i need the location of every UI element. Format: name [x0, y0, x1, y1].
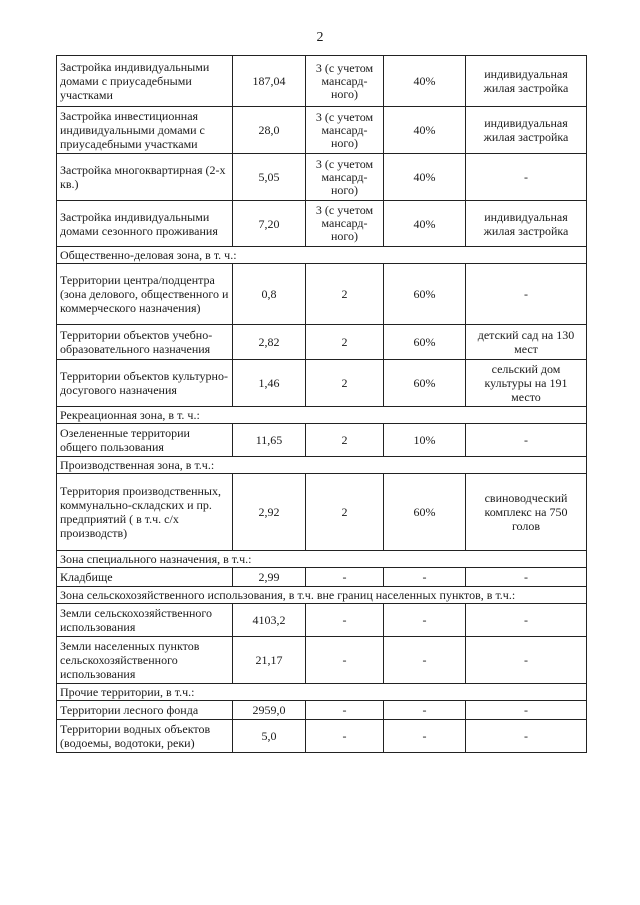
- percent-cell: 60%: [384, 360, 466, 407]
- floors-cell: 3 (с учетом мансард-ного): [306, 154, 384, 201]
- percent-cell: 60%: [384, 325, 466, 360]
- area-cell: 21,17: [233, 637, 306, 684]
- table-row: [57, 568, 587, 587]
- percent-cell: 40%: [384, 201, 466, 247]
- table-row: [57, 424, 587, 457]
- table-row: [57, 720, 587, 753]
- percent-cell: 60%: [384, 264, 466, 325]
- section-row: [57, 407, 587, 424]
- note-cell: индивидуальная жилая застройка: [466, 201, 587, 247]
- section-title: Производственная зона, в т.ч.:: [57, 457, 587, 474]
- section-row: [57, 457, 587, 474]
- note-cell: -: [466, 264, 587, 325]
- zone-name-cell: Территории лесного фонда: [57, 701, 233, 720]
- land-use-table: [56, 55, 587, 753]
- table-row: [57, 201, 587, 247]
- floors-cell: -: [306, 604, 384, 637]
- zone-name-cell: Территории объектов учебно-образовательного назначения: [57, 325, 233, 360]
- section-title: Прочие территории, в т.ч.:: [57, 684, 587, 701]
- zone-name-cell: Земли населенных пунктов сельскохозяйственного использования: [57, 637, 233, 684]
- note-cell: индивидуальная жилая застройка: [466, 56, 587, 107]
- zone-name-cell: Территория производственных, коммунально-складских и пр. предприятий ( в т.ч. с/х производств): [57, 474, 233, 551]
- section-row: [57, 587, 587, 604]
- zone-name-cell: Застройка инвестиционная индивидуальными домами с приусадебными участками: [57, 107, 233, 154]
- percent-cell: 60%: [384, 474, 466, 551]
- percent-cell: -: [384, 720, 466, 753]
- floors-cell: -: [306, 701, 384, 720]
- table-row: [57, 107, 587, 154]
- percent-cell: -: [384, 701, 466, 720]
- zone-name-cell: Застройка многоквартирная (2-х кв.): [57, 154, 233, 201]
- floors-cell: 2: [306, 360, 384, 407]
- note-cell: сельский дом культуры на 191 место: [466, 360, 587, 407]
- percent-cell: 10%: [384, 424, 466, 457]
- section-row: [57, 684, 587, 701]
- section-row: [57, 247, 587, 264]
- percent-cell: -: [384, 604, 466, 637]
- note-cell: свиноводческий комплекс на 750 голов: [466, 474, 587, 551]
- note-cell: -: [466, 568, 587, 587]
- percent-cell: 40%: [384, 154, 466, 201]
- table-row: [57, 325, 587, 360]
- table-row: [57, 154, 587, 201]
- area-cell: 11,65: [233, 424, 306, 457]
- percent-cell: -: [384, 568, 466, 587]
- percent-cell: 40%: [384, 56, 466, 107]
- zone-name-cell: Кладбище: [57, 568, 233, 587]
- area-cell: 7,20: [233, 201, 306, 247]
- floors-cell: -: [306, 637, 384, 684]
- area-cell: 28,0: [233, 107, 306, 154]
- area-cell: 2,92: [233, 474, 306, 551]
- note-cell: -: [466, 424, 587, 457]
- floors-cell: -: [306, 720, 384, 753]
- area-cell: 187,04: [233, 56, 306, 107]
- area-cell: 2,82: [233, 325, 306, 360]
- percent-cell: 40%: [384, 107, 466, 154]
- floors-cell: 2: [306, 424, 384, 457]
- area-cell: 4103,2: [233, 604, 306, 637]
- floors-cell: 3 (с учетом мансард-ного): [306, 107, 384, 154]
- table-row: [57, 701, 587, 720]
- note-cell: -: [466, 154, 587, 201]
- section-title: Рекреационная зона, в т. ч.:: [57, 407, 587, 424]
- table-row: [57, 56, 587, 107]
- note-cell: индивидуальная жилая застройка: [466, 107, 587, 154]
- area-cell: 5,05: [233, 154, 306, 201]
- table-row: [57, 474, 587, 551]
- percent-cell: -: [384, 637, 466, 684]
- note-cell: -: [466, 604, 587, 637]
- note-cell: -: [466, 720, 587, 753]
- floors-cell: -: [306, 568, 384, 587]
- section-title: Зона специального назначения, в т.ч.:: [57, 551, 587, 568]
- floors-cell: 3 (с учетом мансард-ного): [306, 56, 384, 107]
- floors-cell: 3 (с учетом мансард-ного): [306, 201, 384, 247]
- zone-name-cell: Застройка индивидуальными домами сезонного проживания: [57, 201, 233, 247]
- section-title: Зона сельскохозяйственного использования, в т.ч. вне границ населенных пунктов, в т.ч.:: [57, 587, 587, 604]
- zone-name-cell: Земли сельскохозяйственного использования: [57, 604, 233, 637]
- note-cell: -: [466, 637, 587, 684]
- floors-cell: 2: [306, 474, 384, 551]
- zone-name-cell: Территории объектов культурно-досугового назначения: [57, 360, 233, 407]
- floors-cell: 2: [306, 325, 384, 360]
- zone-name-cell: Территории центра/подцентра (зона делового, общественного и коммерческого назначения): [57, 264, 233, 325]
- zone-name-cell: Озелененные территории общего пользования: [57, 424, 233, 457]
- table-row: [57, 360, 587, 407]
- area-cell: 5,0: [233, 720, 306, 753]
- section-row: [57, 551, 587, 568]
- note-cell: -: [466, 701, 587, 720]
- area-cell: 1,46: [233, 360, 306, 407]
- zone-name-cell: Территории водных объектов (водоемы, водотоки, реки): [57, 720, 233, 753]
- floors-cell: 2: [306, 264, 384, 325]
- zone-name-cell: Застройка индивидуальными домами с приусадебными участками: [57, 56, 233, 107]
- section-title: Общественно-деловая зона, в т. ч.:: [57, 247, 587, 264]
- page-number: 2: [316, 30, 324, 45]
- table-row: [57, 604, 587, 637]
- table-row: [57, 637, 587, 684]
- area-cell: 0,8: [233, 264, 306, 325]
- table-row: [57, 264, 587, 325]
- note-cell: детский сад на 130 мест: [466, 325, 587, 360]
- area-cell: 2959,0: [233, 701, 306, 720]
- area-cell: 2,99: [233, 568, 306, 587]
